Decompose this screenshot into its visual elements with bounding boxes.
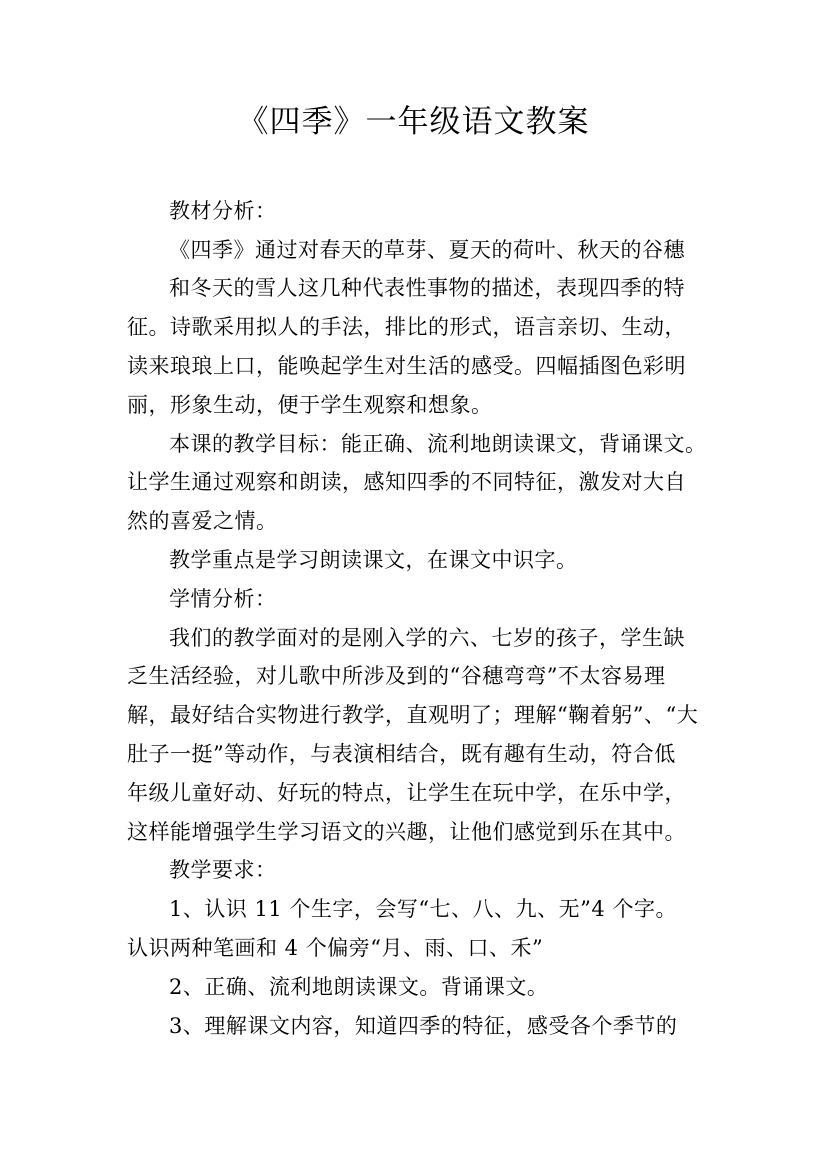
paragraph-line: 肚子一挺”等动作，与表演相结合，既有趣有生动，符合低 (127, 742, 676, 766)
paragraph-line: 和冬天的雪人这几种代表性事物的描述，表现四季的特 (169, 276, 685, 300)
list-item: 2、正确、流利地朗读课文。背诵课文。 (169, 975, 549, 999)
section-heading-learning-analysis: 学情分析： (169, 587, 277, 611)
paragraph-line: 我们的教学面对的是刚入学的六、七岁的孩子，学生缺 (169, 626, 685, 650)
paragraph-line: 解，最好结合实物进行教学，直观明了；理解“鞠着躬”、“大 (127, 703, 699, 727)
paragraph-line: 这样能增强学生学习语文的兴趣，让他们感觉到乐在其中。 (127, 820, 686, 844)
list-item: 1、认识 11 个生字，会写“七、八、九、无”4 个字。 (169, 897, 677, 921)
document-title: 《四季》一年级语文教案 (237, 104, 590, 140)
paragraph-line: 然的喜爱之情。 (127, 509, 278, 533)
paragraph-line: 年级儿童好动、好玩的特点，让学生在玩中学，在乐中学， (127, 781, 686, 805)
list-item: 3、理解课文内容，知道四季的特征，感受各个季节的 (169, 1014, 678, 1038)
paragraph-line: 乏生活经验，对儿歌中所涉及到的“谷穗弯弯”不太容易理 (127, 664, 666, 688)
paragraph-line: 让学生通过观察和朗读，感知四季的不同特征，激发对大自 (127, 470, 686, 494)
paragraph-line: 教学重点是学习朗读课文，在课文中识字。 (169, 548, 578, 572)
paragraph-line: 认识两种笔画和 4 个偏旁“月、雨、口、禾” (127, 936, 544, 960)
paragraph-line: 《四季》通过对春天的草芽、夏天的荷叶、秋天的谷穗 (169, 238, 685, 262)
paragraph-line: 本课的教学目标：能正确、流利地朗读课文，背诵课文。 (169, 432, 707, 456)
section-heading-teaching-requirements: 教学要求： (169, 858, 277, 882)
paragraph-line: 丽，形象生动，便于学生观察和想象。 (127, 393, 493, 417)
section-heading-material-analysis: 教材分析： (169, 199, 277, 223)
paragraph-line: 征。诗歌采用拟人的手法，排比的形式，语言亲切、生动， (127, 315, 686, 339)
paragraph-line: 读来琅琅上口，能唤起学生对生活的感受。四幅插图色彩明 (127, 354, 686, 378)
